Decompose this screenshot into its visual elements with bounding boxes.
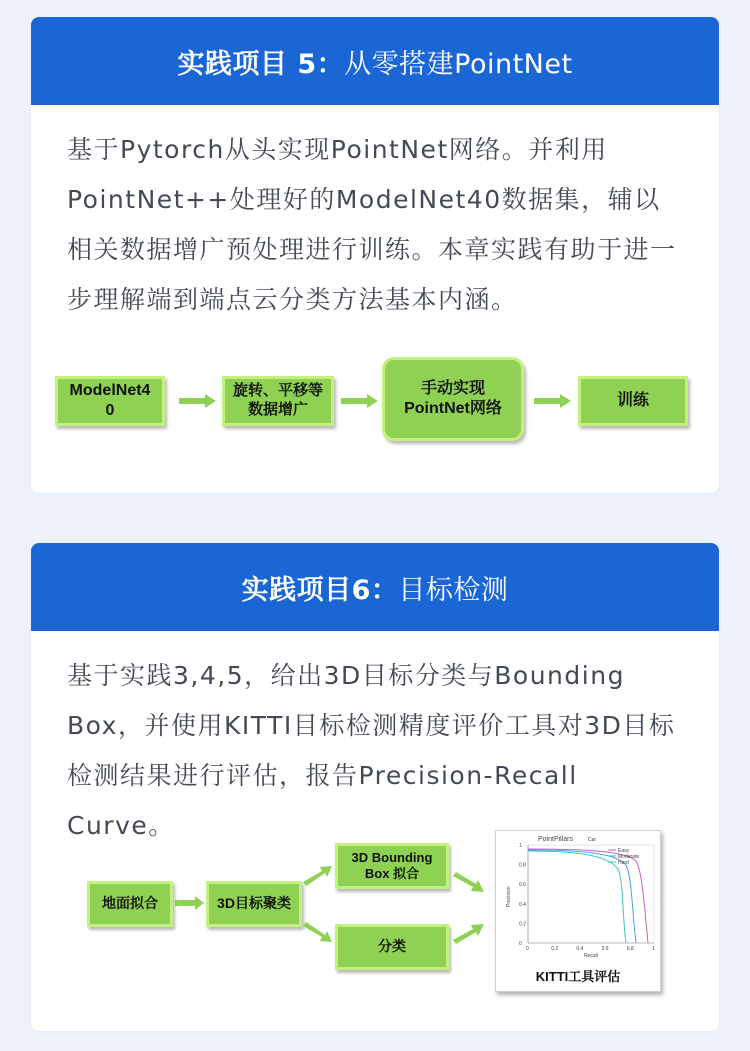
- flow-step-modelnet40-label: ModelNet40: [69, 382, 151, 419]
- pr-x-tick-label: 0.6: [601, 946, 609, 952]
- pr-chart-subtitle: Car: [588, 837, 597, 843]
- flow-step-pointnet-label: 手动实现PointNet网络: [404, 380, 502, 417]
- flow-arrow-down: [453, 871, 485, 893]
- pr-x-tick-label: 1: [652, 946, 655, 952]
- project5-header: [31, 17, 719, 105]
- pr-chart-title: PointPillars: [538, 836, 574, 843]
- flow-step-ground-fitting: [87, 881, 173, 927]
- pr-legend-hard: Hard: [618, 860, 629, 866]
- pr-curve-hard: [528, 851, 626, 943]
- flow-arrow: [179, 393, 217, 409]
- flow-step-training: [578, 376, 688, 426]
- flow-arrow-up: [453, 923, 485, 945]
- flow-step-modelnet40: [55, 376, 165, 426]
- project6-card: [31, 543, 719, 1031]
- kitti-caption: KITTI工具评估: [535, 969, 621, 984]
- project5-title-label: 实践项目 5：: [177, 48, 345, 80]
- flow-step-augmentation-label: 旋转、平移等数据增广: [232, 382, 323, 418]
- flow-step-augmentation: [222, 376, 334, 426]
- project5-card: [31, 17, 719, 493]
- pr-x-tick-label: 0.2: [551, 946, 559, 952]
- flow-step-bbox-fitting-label: 3D Bounding Box 拟合: [351, 849, 433, 881]
- pr-x-tick-label: 0.4: [576, 946, 584, 952]
- flow-step-bbox-fitting: [335, 843, 449, 889]
- pr-y-tick-label: 0.4: [519, 901, 526, 908]
- pr-legend-moderate: Moderate: [618, 854, 640, 860]
- pr-y-tick-label: 0.8: [519, 862, 526, 869]
- flow-step-clustering-label: 3D目标聚类: [217, 895, 291, 912]
- flow-step-pointnet: [382, 357, 524, 441]
- project6-header: [31, 543, 719, 631]
- pr-y-tick-label: 0.2: [519, 921, 526, 928]
- flow-step-ground-fitting-label: 地面拟合: [102, 895, 158, 912]
- project6-description: 基于实践3,4,5，给出3D目标分类与Bounding Box，并使用KITTI目标检测精度评价工具对3D目标检测结果进行评估，报告Precision-Recall Curve。: [67, 661, 676, 840]
- pr-x-tick-label: 0.8: [626, 946, 634, 952]
- project5-description: 基于Pytorch从头实现PointNet网络。并利用PointNet++处理好的ModelNet40数据集，辅以相关数据增广预处理进行训练。本章实践有助于进一步理解端到端点云分类方法基本内涵。: [67, 135, 677, 314]
- flow-step-classification-label: 分类: [378, 938, 406, 955]
- pr-x-tick-label: 0: [526, 946, 529, 952]
- project6-title-label: 实践项目6：: [241, 574, 399, 606]
- flow-arrow: [175, 896, 205, 910]
- pr-chart-ylabel: Precision: [506, 886, 512, 907]
- flow-arrow-up: [303, 865, 333, 887]
- pr-y-tick-label: 0.6: [519, 882, 526, 889]
- project6-title: 目标检测: [398, 574, 509, 606]
- flow-arrow: [534, 393, 572, 409]
- pr-legend-easy: Easy: [618, 848, 630, 854]
- kitti-evaluation-figure: [495, 830, 661, 992]
- flow-arrow: [341, 393, 379, 409]
- pr-y-tick-label: 0: [519, 941, 522, 947]
- flow-step-training-label: 训练: [616, 392, 649, 409]
- project5-title: 从零搭建PointNet: [344, 48, 573, 80]
- flow-arrow-down: [303, 921, 333, 943]
- pr-curve-easy: [528, 849, 648, 943]
- flow-step-clustering: [206, 881, 302, 927]
- pr-chart-xlabel: Recall: [584, 953, 598, 959]
- flow-step-classification: [335, 924, 449, 970]
- pr-curve-chart: [496, 831, 660, 965]
- pr-y-tick-label: 1: [519, 843, 522, 849]
